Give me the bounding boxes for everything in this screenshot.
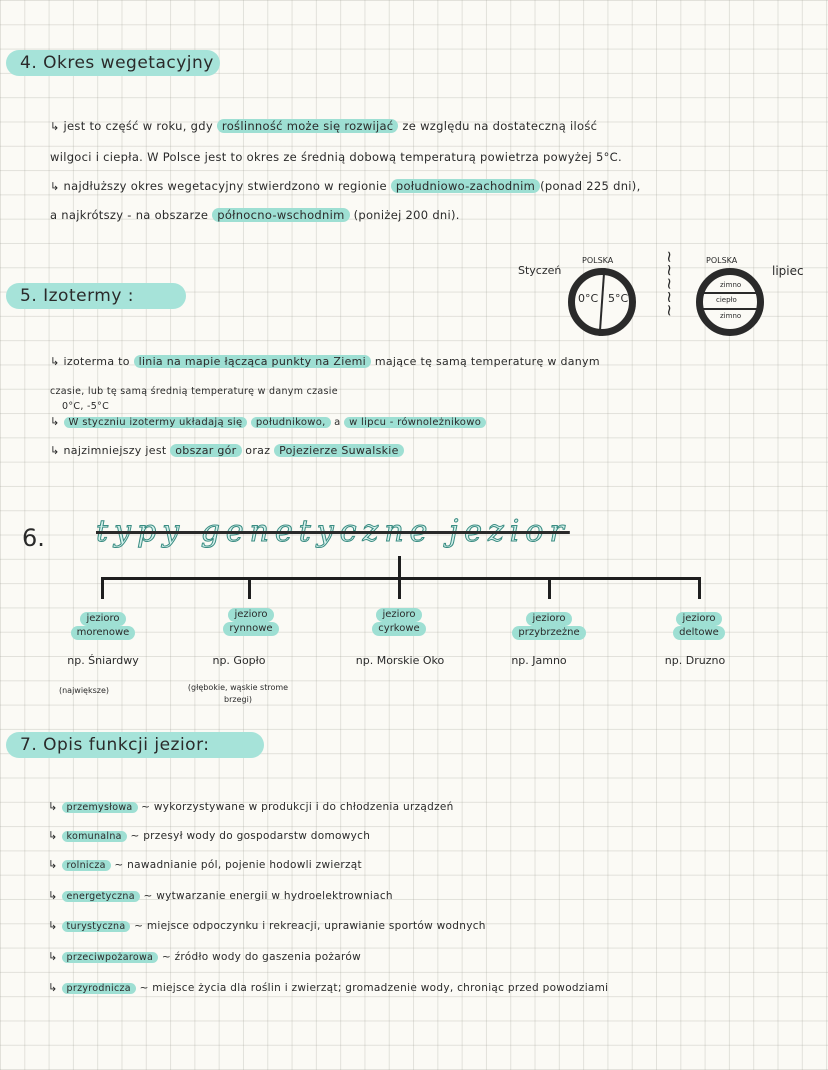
highlight: w lipcu - równoleżnikowo	[344, 417, 486, 428]
highlight: północno-wschodnim	[212, 208, 349, 222]
arrow-icon: ↳	[48, 919, 58, 932]
wave-icon: ~~~~~	[660, 250, 679, 318]
section-5-note: 0°C, -5°C	[62, 401, 110, 412]
section-5-line-3	[50, 415, 486, 428]
arrow-icon: ↳	[50, 120, 60, 133]
tree-branch-3	[398, 577, 401, 599]
function-name: rolnicza	[62, 860, 111, 871]
diagram-left-title: POLSKA	[582, 256, 614, 265]
section-6-title: typy genetyczne jezior	[96, 514, 570, 549]
text: izoterma to	[63, 355, 130, 368]
function-name: energetyczna	[62, 891, 140, 902]
arrow-icon: ↳	[48, 889, 58, 902]
tree-trunk	[398, 556, 401, 578]
diagram-right-label: lipiec	[772, 264, 804, 278]
section-4-line-1	[50, 119, 597, 133]
arrow-icon: ↳	[48, 950, 58, 963]
function-item	[48, 829, 370, 842]
diagram-left-label: Styczeń	[518, 264, 562, 277]
tree-horizontal	[101, 577, 701, 580]
function-name: przeciwpożarowa	[62, 952, 159, 963]
section-5-heading: 5. Izotermy :	[6, 283, 186, 309]
arrow-icon: ↳	[50, 444, 60, 457]
section-4-line-3	[50, 179, 641, 193]
function-name: turystyczna	[62, 921, 131, 932]
highlight: południkowo,	[251, 417, 331, 428]
lake-note-1: (największe)	[58, 686, 110, 695]
lake-type-l2: przybrzeżne	[512, 626, 585, 640]
function-item	[48, 889, 393, 902]
lake-type-l1: jezioro	[80, 612, 125, 626]
lake-type-l1: jezioro	[526, 612, 571, 626]
january-value-west: 0°C	[578, 292, 599, 305]
lake-example-4: np. Jamno	[511, 654, 567, 667]
diagram-right-title: POLSKA	[706, 256, 738, 265]
function-desc: ~ miejsce życia dla roślin i zwierząt; gromadzenie wody, chroniąc przed powodziami	[139, 982, 609, 994]
function-desc: ~ przesył wody do gospodarstw domowych	[130, 830, 371, 842]
arrow-icon: ↳	[50, 180, 60, 193]
function-desc: ~ wykorzystywane w produkcji i do chłodzenia urządzeń	[141, 801, 454, 813]
lake-note-2: (głębokie, wąskie strome brzegi)	[187, 683, 289, 704]
function-name: komunalna	[62, 831, 127, 842]
section-6-number: 6.	[22, 524, 45, 552]
lake-example-2: np. Gopło	[212, 654, 266, 667]
text: (poniżej 200 dni).	[353, 208, 460, 222]
highlight: linia na mapie łącząca punkty na Ziemi	[134, 355, 371, 368]
lake-example-5: np. Druzno	[664, 654, 726, 667]
function-desc: ~ miejsce odpoczynku i rekreacji, uprawianie sportów wodnych	[134, 920, 486, 932]
lake-type-l2: cyrkowe	[372, 622, 425, 636]
highlight: obszar gór	[170, 444, 241, 457]
july-band-3: zimno	[720, 312, 742, 320]
lake-type-l2: rynnowe	[223, 622, 278, 636]
arrow-icon: ↳	[48, 829, 58, 842]
function-item	[48, 858, 362, 871]
highlight: roślinność może się rozwijać	[217, 119, 399, 133]
text: najzimniejszy jest	[63, 444, 167, 457]
text: mające tę samą temperaturę w danym	[374, 355, 600, 368]
text: najdłuższy okres wegetacyjny stwierdzono w regionie	[63, 179, 387, 193]
july-band-line-1	[703, 292, 757, 294]
function-item	[48, 981, 608, 994]
arrow-icon: ↳	[50, 355, 60, 368]
section-5-line-4	[50, 444, 404, 457]
function-item	[48, 950, 361, 963]
arrow-icon: ↳	[48, 858, 58, 871]
function-item	[48, 800, 454, 813]
text: jest to część w roku, gdy	[63, 119, 213, 133]
text: (ponad 225 dni),	[540, 179, 641, 193]
lake-type-przybrzezne	[496, 612, 602, 640]
january-value-east: 5°C	[608, 292, 629, 305]
tree-branch-5	[698, 577, 701, 599]
highlight: W styczniu izotermy układają się	[64, 417, 248, 428]
section-4-line-2: wilgoci i ciepła. W Polsce jest to okres ze średnią dobową temperaturą powietrza powyżej 5°C.	[50, 150, 622, 164]
lake-type-rynnowe	[198, 608, 304, 636]
july-band-1: zimno	[720, 281, 742, 289]
function-name: przemysłowa	[62, 802, 138, 813]
function-desc: ~ źródło wody do gaszenia pożarów	[161, 951, 361, 963]
july-band-line-2	[703, 308, 757, 310]
section-5-line-2: czasie, lub tę samą średnią temperaturę w danym czasie	[50, 386, 338, 397]
text: oraz	[245, 444, 271, 457]
text: a najkrótszy - na obszarze	[50, 208, 209, 222]
lake-type-cyrkowe	[346, 608, 452, 636]
tree-branch-2	[248, 577, 251, 599]
tree-branch-4	[548, 577, 551, 599]
lake-type-l2: deltowe	[673, 626, 725, 640]
section-4-line-4	[50, 208, 460, 222]
section-7-heading: 7. Opis funkcji jezior:	[6, 732, 264, 758]
tree-branch-1	[101, 577, 104, 599]
arrow-icon: ↳	[48, 800, 58, 813]
text: a	[334, 417, 341, 428]
section-5-line-1	[50, 355, 600, 368]
july-band-2: ciepło	[716, 296, 737, 304]
lake-type-l1: jezioro	[676, 612, 721, 626]
function-desc: ~ wytwarzanie energii w hydroelektrowniach	[143, 890, 393, 902]
lake-type-l1: jezioro	[228, 608, 273, 622]
function-name: przyrodnicza	[62, 983, 136, 994]
lake-example-3: np. Morskie Oko	[355, 654, 445, 667]
function-desc: ~ nawadnianie pól, pojenie hodowli zwierząt	[114, 859, 362, 871]
lake-type-morenowe	[50, 612, 156, 640]
text: ze względu na dostateczną ilość	[402, 119, 598, 133]
highlight: Pojezierze Suwalskie	[274, 444, 404, 457]
lake-type-l1: jezioro	[376, 608, 421, 622]
arrow-icon: ↳	[50, 415, 60, 428]
lake-type-deltowe	[646, 612, 752, 640]
section-4-heading: 4. Okres wegetacyjny	[6, 50, 220, 76]
lake-type-l2: morenowe	[71, 626, 136, 640]
arrow-icon: ↳	[48, 981, 58, 994]
lake-example-1: np. Śniardwy	[67, 654, 139, 667]
function-item	[48, 919, 486, 932]
highlight: południowo-zachodnim	[391, 179, 540, 193]
